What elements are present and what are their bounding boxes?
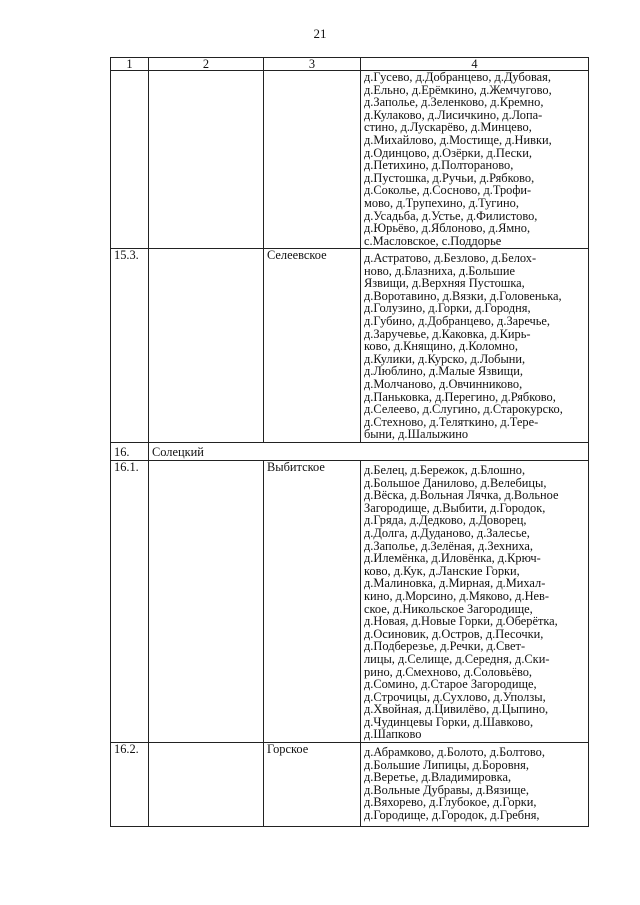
page-number: 21 xyxy=(313,26,327,41)
row-villages xyxy=(361,249,589,443)
village-line: д.Строчицы, д.Сухлово, д.Уползы, xyxy=(364,689,546,704)
village-line: д.Городище, д.Городок, д.Гребня, xyxy=(364,807,540,822)
village-line: д.Вёска, д.Вольная Лячка, д.Вольное xyxy=(364,488,559,503)
row-district xyxy=(149,249,264,443)
village-line: кино, д.Морсино, д.Мяково, д.Нев- xyxy=(364,588,550,603)
table-row xyxy=(111,443,589,461)
village-line: д.Большое Данилово, д.Велебицы, xyxy=(364,475,547,490)
village-line: д.Воротавино, д.Вязки, д.Головенька, xyxy=(364,288,562,303)
village-line: д.Сомино, д.Старое Загородище, xyxy=(364,677,537,692)
village-line: д.Заполье, д.Зелёная, д.Зехниха, xyxy=(364,538,533,553)
village-line: д.Большие Липицы, д.Боровня, xyxy=(364,757,529,772)
village-line: д.Стехново, д.Теляткино, д.Тере- xyxy=(364,414,539,429)
village-line: д.Голузино, д.Горки, д.Городня, xyxy=(364,301,531,316)
row-villages xyxy=(361,461,589,743)
village-line: ское, д.Никольское Загородище, xyxy=(364,601,533,616)
village-line: д.Кулаково, д.Лисичкино, д.Лопа- xyxy=(364,107,543,122)
village-line: ново, д.Блазниха, д.Большие xyxy=(364,263,515,278)
row-number: 15.3. xyxy=(111,249,149,443)
header-col-1: 1 xyxy=(111,58,149,71)
village-line: д.Люблино, д.Малые Язвищи, xyxy=(364,364,523,379)
village-line: д.Вольные Дубравы, д.Вязище, xyxy=(364,782,529,797)
settlements-table xyxy=(110,57,589,827)
village-line: д.Соколье, д.Сосново, д.Трофи- xyxy=(364,183,532,198)
table-row xyxy=(111,71,589,249)
village-line: д.Белец, д.Бережок, д.Блошно, xyxy=(364,463,526,477)
village-line: д.Чудинцевы Горки, д.Шавково, xyxy=(364,714,534,729)
village-line: д.Михайлово, д.Мостище, д.Нивки, xyxy=(364,132,552,147)
row-district xyxy=(149,461,264,743)
village-line: д.Паньковка, д.Перегино, д.Рябково, xyxy=(364,389,556,404)
row-number: 16. xyxy=(111,443,149,461)
header-col-3: 3 xyxy=(264,58,361,71)
village-line: д.Ельно, д.Ерёмкино, д.Жемчугово, xyxy=(364,82,552,97)
village-line: быни, д.Шалыжино xyxy=(364,427,469,442)
village-line: д.Заполье, д.Зеленково, д.Кремно, xyxy=(364,95,544,110)
row-villages xyxy=(361,71,589,249)
village-line: д.Усадьба, д.Устье, д.Филистово, xyxy=(364,208,538,223)
village-line: рино, д.Смехново, д.Соловьёво, xyxy=(364,664,533,679)
village-line: д.Селеево, д.Слугино, д.Старокурско, xyxy=(364,402,563,417)
village-line: д.Абрамково, д.Болото, д.Болтово, xyxy=(364,745,545,759)
village-line: д.Молчаново, д.Овчинниково, xyxy=(364,376,523,391)
village-line: мово, д.Трупехино, д.Тугино, xyxy=(364,195,519,210)
village-line: д.Одинцово, д.Озёрки, д.Пески, xyxy=(364,145,532,160)
table-row xyxy=(111,743,589,827)
village-line: д.Малиновка, д.Мирная, д.Михал- xyxy=(364,576,546,591)
row-district: Солецкий xyxy=(149,443,589,461)
village-line: Язвищи, д.Верхняя Пустошка, xyxy=(364,276,525,291)
village-line: ково, д.Княщино, д.Коломно, xyxy=(364,339,518,354)
village-line: д.Пустошка, д.Ручьи, д.Рябково, xyxy=(364,170,535,185)
village-line: ково, д.Кук, д.Ланские Горки, xyxy=(364,563,520,578)
row-settlement: Горское xyxy=(264,743,361,827)
village-line: д.Кулики, д.Курско, д.Лобыни, xyxy=(364,351,526,366)
village-line: д.Новая, д.Новые Горки, д.Оберётка, xyxy=(364,614,558,629)
row-settlement xyxy=(264,71,361,249)
header-col-2: 2 xyxy=(149,58,264,71)
village-line: д.Хвойная, д.Цивилёво, д.Цыпино, xyxy=(364,702,549,717)
village-line: д.Вяхорево, д.Глубокое, д.Горки, xyxy=(364,795,537,810)
village-line: д.Веретье, д.Владимировка, xyxy=(364,770,512,785)
village-line: д.Подберезье, д.Речки, д.Свет- xyxy=(364,639,526,654)
village-line: д.Осиновик, д.Остров, д.Песочки, xyxy=(364,626,544,641)
table-row xyxy=(111,461,589,743)
village-line: д.Юрьёво, д.Яблоново, д.Ямно, xyxy=(364,221,531,236)
village-line: стино, д.Лускарёво, д.Минцево, xyxy=(364,120,532,135)
village-line: лицы, д.Селище, д.Середня, д.Ски- xyxy=(364,651,550,666)
village-line: Загородище, д.Выбити, д.Городок, xyxy=(364,500,546,515)
village-line: д.Гусево, д.Добранцево, д.Дубовая, xyxy=(364,70,551,84)
header-col-4: 4 xyxy=(361,58,589,71)
village-line: с.Масловское, с.Поддорье xyxy=(364,233,502,248)
village-line: д.Заручевье, д.Каковка, д.Кирь- xyxy=(364,326,531,341)
row-settlement: Выбитское xyxy=(264,461,361,743)
village-line: д.Гряда, д.Дедково, д.Доворец, xyxy=(364,513,527,528)
table-header-row xyxy=(111,58,589,71)
row-district xyxy=(149,71,264,249)
village-line: д.Илемёнка, д.Иловёнка, д.Крюч- xyxy=(364,551,541,566)
row-number: 16.1. xyxy=(111,461,149,743)
village-line: д.Астратово, д.Безлово, д.Белох- xyxy=(364,251,537,265)
village-line: д.Долга, д.Дуданово, д.Залесье, xyxy=(364,525,530,540)
village-line: д.Шапково xyxy=(364,727,422,742)
row-number: 16.2. xyxy=(111,743,149,827)
table-row xyxy=(111,249,589,443)
village-line: д.Губино, д.Добранцево, д.Заречье, xyxy=(364,313,551,328)
village-line: д.Петихино, д.Полтораново, xyxy=(364,158,514,173)
row-villages xyxy=(361,743,589,827)
row-settlement: Селеевское xyxy=(264,249,361,443)
row-district xyxy=(149,743,264,827)
row-number xyxy=(111,71,149,249)
